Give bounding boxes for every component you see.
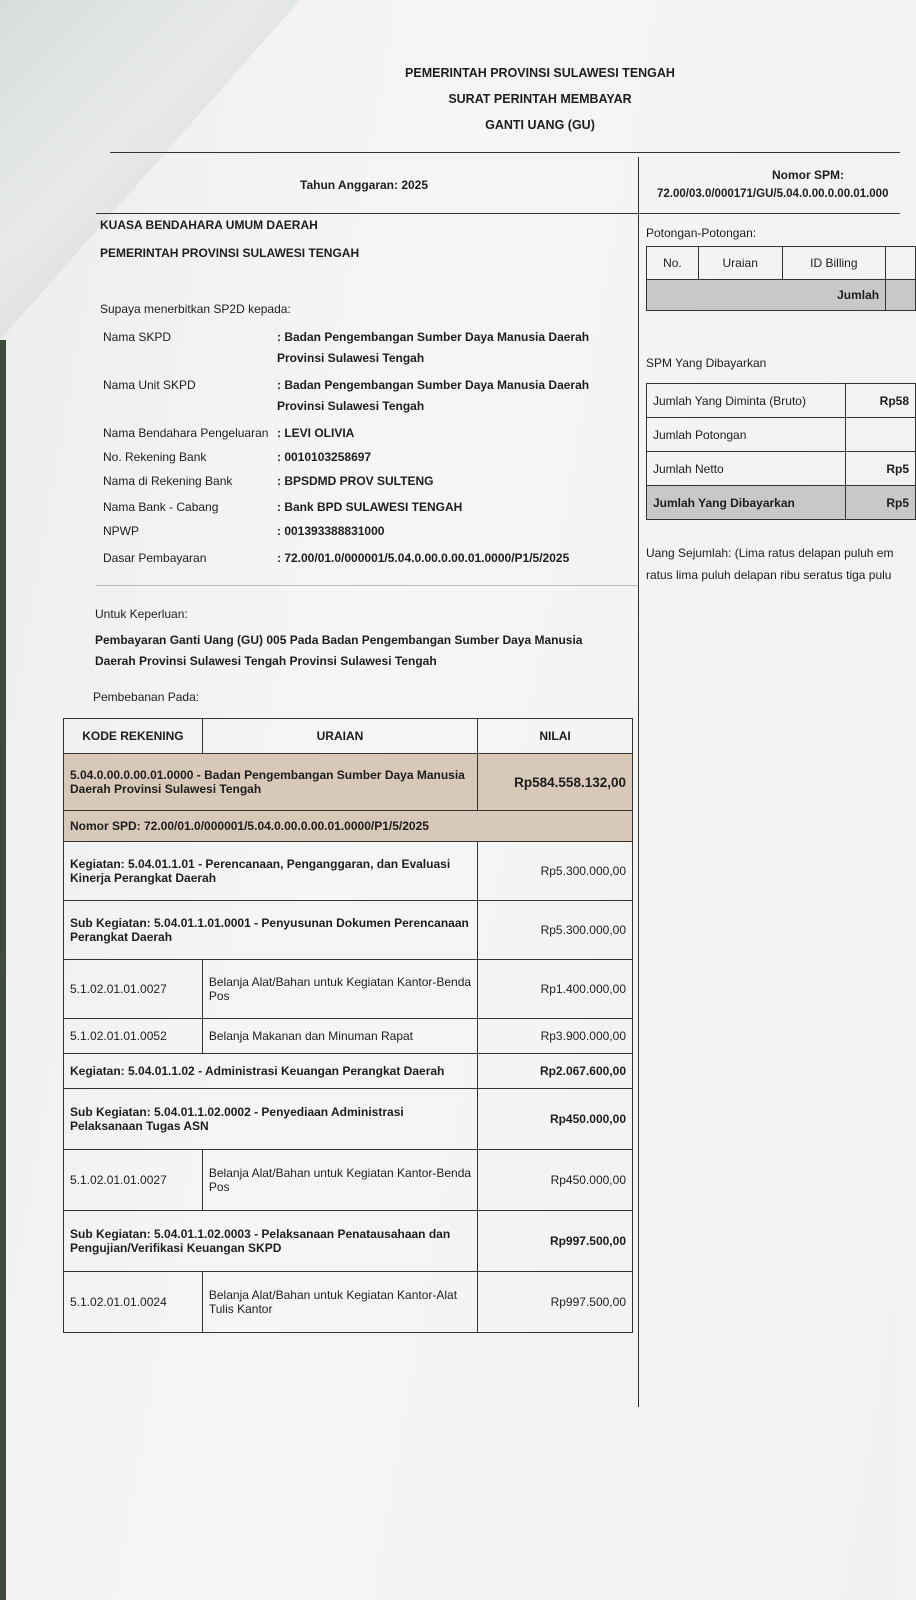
col-header-kode: KODE REKENING bbox=[64, 719, 203, 754]
spm-row-value: Rp58 bbox=[846, 384, 916, 418]
kegiatan-text: Kegiatan: 5.04.01.1.02 - Administrasi Keuangan Perangkat Daerah bbox=[64, 1054, 478, 1089]
field-value-bendahara: : LEVI OLIVIA bbox=[277, 426, 355, 440]
field-label-npwp: NPWP bbox=[103, 524, 139, 538]
header-line-2: SURAT PERINTAH MEMBAYAR bbox=[448, 92, 632, 106]
header-line-1: PEMERINTAH PROVINSI SULAWESI TENGAH bbox=[405, 66, 675, 80]
table-row bbox=[64, 901, 633, 960]
field-value-bank-cabang: : Bank BPD SULAWESI TENGAH bbox=[277, 500, 463, 514]
sub-kegiatan-value: Rp450.000,00 bbox=[478, 1089, 633, 1150]
kegiatan-value: Rp5.300.000,00 bbox=[478, 842, 633, 901]
unit-row bbox=[64, 754, 633, 811]
field-label-bendahara: Nama Bendahara Pengeluaran bbox=[103, 426, 269, 440]
field-label-bank-cabang: Nama Bank - Cabang bbox=[103, 500, 219, 514]
rekening-uraian: Belanja Alat/Bahan untuk Kegiatan Kantor-Benda Pos bbox=[202, 1150, 477, 1211]
rekening-value: Rp3.900.000,00 bbox=[478, 1019, 633, 1054]
field-value-npwp: : 001393388831000 bbox=[277, 524, 385, 538]
rule-fields bbox=[96, 585, 638, 586]
kegiatan-value: Rp2.067.600,00 bbox=[478, 1054, 633, 1089]
field-value-nama-skpd: : Badan Pengembangan Sumber Daya Manusia Daerah Provinsi Sulawesi Tengah bbox=[277, 330, 590, 365]
table-row bbox=[64, 842, 633, 901]
table-header-row bbox=[64, 719, 633, 754]
potongan-col-billing: ID Billing bbox=[782, 247, 886, 280]
sub-kegiatan-value: Rp5.300.000,00 bbox=[478, 901, 633, 960]
spm-row bbox=[647, 384, 916, 418]
keperluan-text: Pembayaran Ganti Uang (GU) 005 Pada Badan Pengembangan Sumber Daya Manusia Daerah Provinsi Sulawesi Tengah Provinsi Sulawesi Tengah bbox=[95, 633, 583, 668]
rekening-code: 5.1.02.01.01.0027 bbox=[64, 960, 203, 1019]
spm-row-label: Jumlah Potongan bbox=[647, 418, 846, 452]
spm-row-label: Jumlah Yang Dibayarkan bbox=[647, 486, 846, 520]
spm-row-label: Jumlah Yang Diminta (Bruto) bbox=[647, 384, 846, 418]
header-line-3: GANTI UANG (GU) bbox=[485, 118, 595, 132]
rule-mid bbox=[96, 213, 900, 214]
spm-row bbox=[647, 418, 916, 452]
field-value-nama-unit-skpd: : Badan Pengembangan Sumber Daya Manusia Daerah Provinsi Sulawesi Tengah bbox=[277, 378, 590, 413]
spm-row bbox=[647, 452, 916, 486]
pemerintah-provinsi: PEMERINTAH PROVINSI SULAWESI TENGAH bbox=[100, 246, 360, 260]
unit-row-value: Rp584.558.132,00 bbox=[478, 754, 633, 811]
potongan-jumlah-row bbox=[647, 280, 916, 311]
table-row bbox=[64, 1089, 633, 1150]
rekening-code: 5.1.02.01.01.0052 bbox=[64, 1019, 203, 1054]
rekening-code: 5.1.02.01.01.0024 bbox=[64, 1272, 203, 1333]
potongan-col-no: No. bbox=[647, 247, 699, 280]
spm-row-value bbox=[846, 418, 916, 452]
table-row bbox=[64, 1019, 633, 1054]
rekening-value: Rp1.400.000,00 bbox=[478, 960, 633, 1019]
table-row bbox=[64, 1272, 633, 1333]
pembebanan-label: Pembebanan Pada: bbox=[93, 690, 200, 704]
column-divider bbox=[638, 157, 639, 1407]
table-row bbox=[64, 960, 633, 1019]
spm-row-total bbox=[647, 486, 916, 520]
sub-kegiatan-text: Sub Kegiatan: 5.04.01.1.02.0002 - Penyediaan Administrasi Pelaksanaan Tugas ASN bbox=[64, 1089, 478, 1150]
kegiatan-text: Kegiatan: 5.04.01.1.01 - Perencanaan, Penganggaran, dan Evaluasi Kinerja Perangkat Daerah bbox=[64, 842, 478, 901]
unit-row-text: 5.04.0.00.0.00.01.0000 - Badan Pengembangan Sumber Daya Manusia Daerah Provinsi Sulawesi Tengah bbox=[64, 754, 478, 811]
keperluan-label: Untuk Keperluan: bbox=[95, 607, 188, 621]
field-label-nama-rekening: Nama di Rekening Bank bbox=[103, 474, 233, 488]
nomor-spm-label: Nomor SPM: bbox=[772, 168, 844, 182]
kuasa-bud: KUASA BENDAHARA UMUM DAERAH bbox=[100, 218, 318, 232]
supaya-label: Supaya menerbitkan SP2D kepada: bbox=[100, 302, 291, 316]
rule-top bbox=[110, 152, 900, 153]
rekening-uraian: Belanja Alat/Bahan untuk Kegiatan Kantor-Alat Tulis Kantor bbox=[202, 1272, 477, 1333]
potongan-label: Potongan-Potongan: bbox=[646, 226, 757, 240]
col-header-nilai: NILAI bbox=[478, 719, 633, 754]
rekening-uraian: Belanja Alat/Bahan untuk Kegiatan Kantor-Benda Pos bbox=[202, 960, 477, 1019]
sub-kegiatan-value: Rp997.500,00 bbox=[478, 1211, 633, 1272]
potongan-col-extra bbox=[886, 247, 916, 280]
sub-kegiatan-text: Sub Kegiatan: 5.04.01.1.01.0001 - Penyusunan Dokumen Perencanaan Perangkat Daerah bbox=[64, 901, 478, 960]
potongan-header-row bbox=[647, 247, 916, 280]
field-label-dasar-pembayaran: Dasar Pembayaran bbox=[103, 551, 207, 565]
potongan-jumlah-label: Jumlah bbox=[647, 280, 886, 311]
spd-row bbox=[64, 811, 633, 842]
spm-dibayarkan-label: SPM Yang Dibayarkan bbox=[646, 356, 767, 370]
potongan-col-uraian: Uraian bbox=[698, 247, 782, 280]
table-row bbox=[64, 1150, 633, 1211]
field-label-nama-unit-skpd: Nama Unit SKPD bbox=[103, 378, 196, 392]
spm-row-label: Jumlah Netto bbox=[647, 452, 846, 486]
spm-dibayarkan-table bbox=[646, 383, 916, 520]
spm-row-value: Rp5 bbox=[846, 452, 916, 486]
spd-row-text: Nomor SPD: 72.00/01.0/000001/5.04.0.00.0.00.01.0000/P1/5/2025 bbox=[64, 811, 633, 842]
potongan-table bbox=[646, 246, 916, 311]
table-row bbox=[64, 1211, 633, 1272]
pembebanan-table bbox=[63, 718, 633, 1333]
spm-row-value: Rp5 bbox=[846, 486, 916, 520]
rekening-code: 5.1.02.01.01.0027 bbox=[64, 1150, 203, 1211]
paper-edge bbox=[0, 340, 6, 1600]
sub-kegiatan-text: Sub Kegiatan: 5.04.01.1.02.0003 - Pelaksanaan Penatausahaan dan Pengujian/Verifikasi Keuangan SKPD bbox=[64, 1211, 478, 1272]
field-label-nama-skpd: Nama SKPD bbox=[103, 330, 172, 344]
field-value-dasar-pembayaran: : 72.00/01.0/000001/5.04.0.00.0.00.01.0000/P1/5/2025 bbox=[277, 551, 570, 565]
rekening-uraian: Belanja Makanan dan Minuman Rapat bbox=[202, 1019, 477, 1054]
field-value-no-rekening: : 0010103258697 bbox=[277, 450, 372, 464]
tahun-anggaran: Tahun Anggaran: 2025 bbox=[300, 178, 429, 192]
table-row bbox=[64, 1054, 633, 1089]
terbilang-line-2: ratus lima puluh delapan ribu seratus tiga pulu bbox=[646, 568, 892, 582]
field-label-no-rekening: No. Rekening Bank bbox=[103, 450, 207, 464]
potongan-jumlah-value bbox=[886, 280, 916, 311]
field-value-nama-rekening: : BPSDMD PROV SULTENG bbox=[277, 474, 434, 488]
rekening-value: Rp997.500,00 bbox=[478, 1272, 633, 1333]
col-header-uraian: URAIAN bbox=[202, 719, 477, 754]
rekening-value: Rp450.000,00 bbox=[478, 1150, 633, 1211]
terbilang-line-1: Uang Sejumlah: (Lima ratus delapan puluh em bbox=[646, 546, 894, 560]
nomor-spm-value: 72.00/03.0/000171/GU/5.04.0.00.0.00.01.000 bbox=[657, 188, 889, 200]
